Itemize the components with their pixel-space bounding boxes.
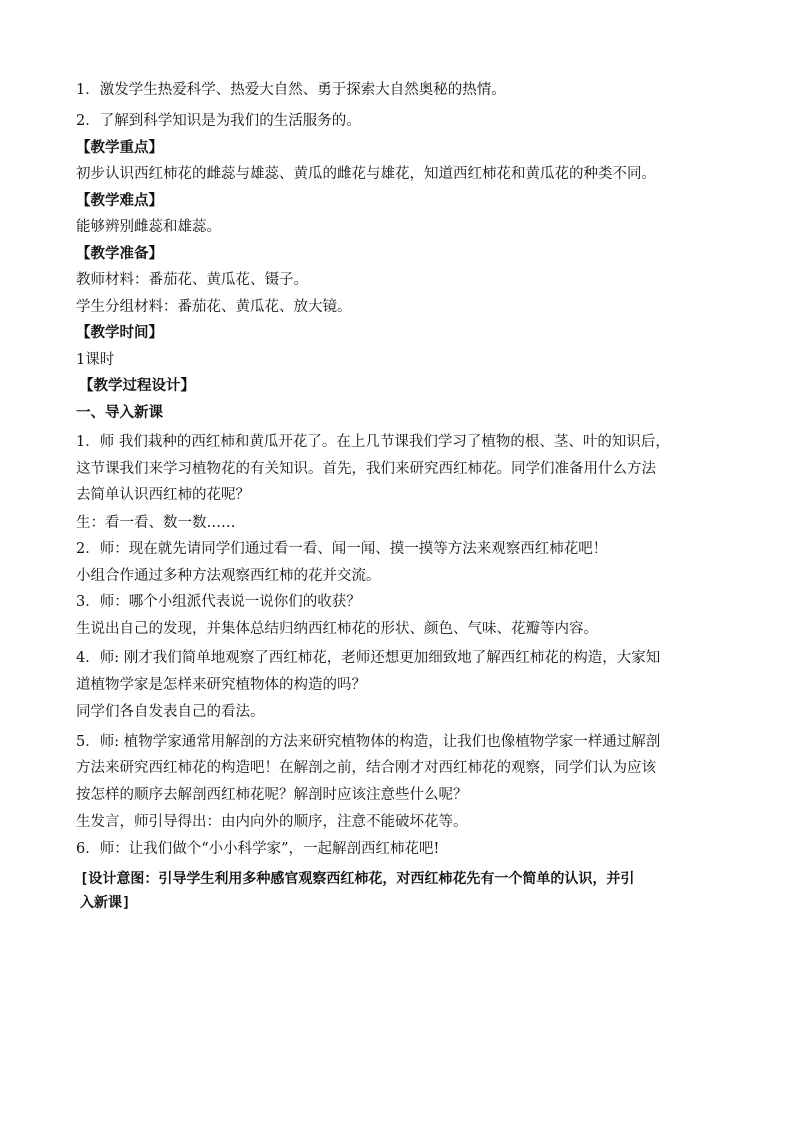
- preparation-heading: 【教学准备】: [76, 245, 163, 262]
- objective-2: 2．了解到科学知识是为我们的生活服务的。: [76, 113, 361, 129]
- document-page: [76, 80, 726, 915]
- step-1-line: 1．师 我们栽种的西红柿和黄瓜开花了。在上几节课我们学习了植物的根、茎、叶的知识后，: [76, 434, 670, 450]
- step-5-line: 方法来研究西红柿花的构造吧！在解剖之前，结合刚才对西红柿花的观察，同学们认为应该: [76, 760, 656, 776]
- reply-3: 生说出自己的发现，并集体总结归纳西红柿花的形状、颜色、气味、花瓣等内容。: [76, 620, 598, 637]
- step-1-line: 这节课我们来学习植物花的有关知识。首先，我们来研究西红柿花。同学们准备用什么方法: [76, 460, 656, 477]
- time-heading: 【教学时间】: [76, 325, 163, 341]
- difficulties-heading: 【教学难点】: [76, 192, 163, 209]
- reply-5: 生发言，师引导得出：由内向外的顺序，注意不能破坏花等。: [76, 814, 468, 830]
- design-intent-line: 入新课]: [80, 894, 131, 911]
- step-3: 3．师：哪个小组派代表说一说你们的收获？: [76, 594, 361, 610]
- process-heading: 【教学过程设计】: [79, 378, 195, 394]
- activity-2: 小组合作通过多种方法观察西红柿的花并交流。: [76, 567, 381, 584]
- reply-4: 同学们各自发表自己的看法。: [76, 704, 265, 720]
- objective-1: 1．激发学生热爱科学、热爱大自然、勇于探索大自然奥秘的热情。: [76, 82, 506, 98]
- step-4-line: 道植物学家是怎样来研究植物体的构造的吗？: [76, 676, 366, 693]
- design-intent-line: [设计意图：引导学生利用多种感官观察西红柿花，对西红柿花先有一个简单的认识，并引: [80, 870, 635, 887]
- preparation-student: 学生分组材料：番茄花、黄瓜花、放大镜。: [76, 298, 352, 315]
- step-1: [76, 429, 726, 509]
- step-6: 6．师：让我们做个“小小科学家”，一起解剖西红柿花吧!: [76, 840, 440, 857]
- step-4: [76, 645, 726, 698]
- section-title: 一、导入新课: [76, 404, 163, 421]
- step-5: [76, 729, 726, 809]
- step-5-line: 按怎样的顺序去解剖西红柿花呢？解剖时应该注意些什么呢？: [76, 786, 468, 803]
- step-5-line: 5．师: 植物学家通常用解剖的方法来研究植物体的构造，让我们也像植物学家一样通过解剖: [76, 733, 661, 750]
- reply-1: 生：看一看、数一数……: [76, 514, 236, 531]
- key-points-heading: 【教学重点】: [76, 139, 163, 156]
- time-text: 1课时: [76, 351, 115, 368]
- step-1-line: 去简单认识西红柿的花呢？: [76, 487, 250, 503]
- preparation-teacher: 教师材料：番茄花、黄瓜花、镊子。: [76, 272, 308, 288]
- key-points-text: 初步认识西红柿花的雌蕊与雄蕊、黄瓜的雌花与雄花，知道西红柿花和黄瓜花的种类不同。: [76, 166, 656, 182]
- step-2: 2．师：现在就先请同学们通过看一看、闻一闻、摸一摸等方法来观察西红柿花吧！: [76, 541, 608, 557]
- step-4-line: 4．师: 刚才我们简单地观察了西红柿花，老师还想更加细致地了解西红柿花的构造，大家知: [76, 650, 661, 666]
- design-intent: [76, 867, 726, 915]
- difficulties-text: 能够辨别雌蕊和雄蕊。: [76, 219, 221, 235]
